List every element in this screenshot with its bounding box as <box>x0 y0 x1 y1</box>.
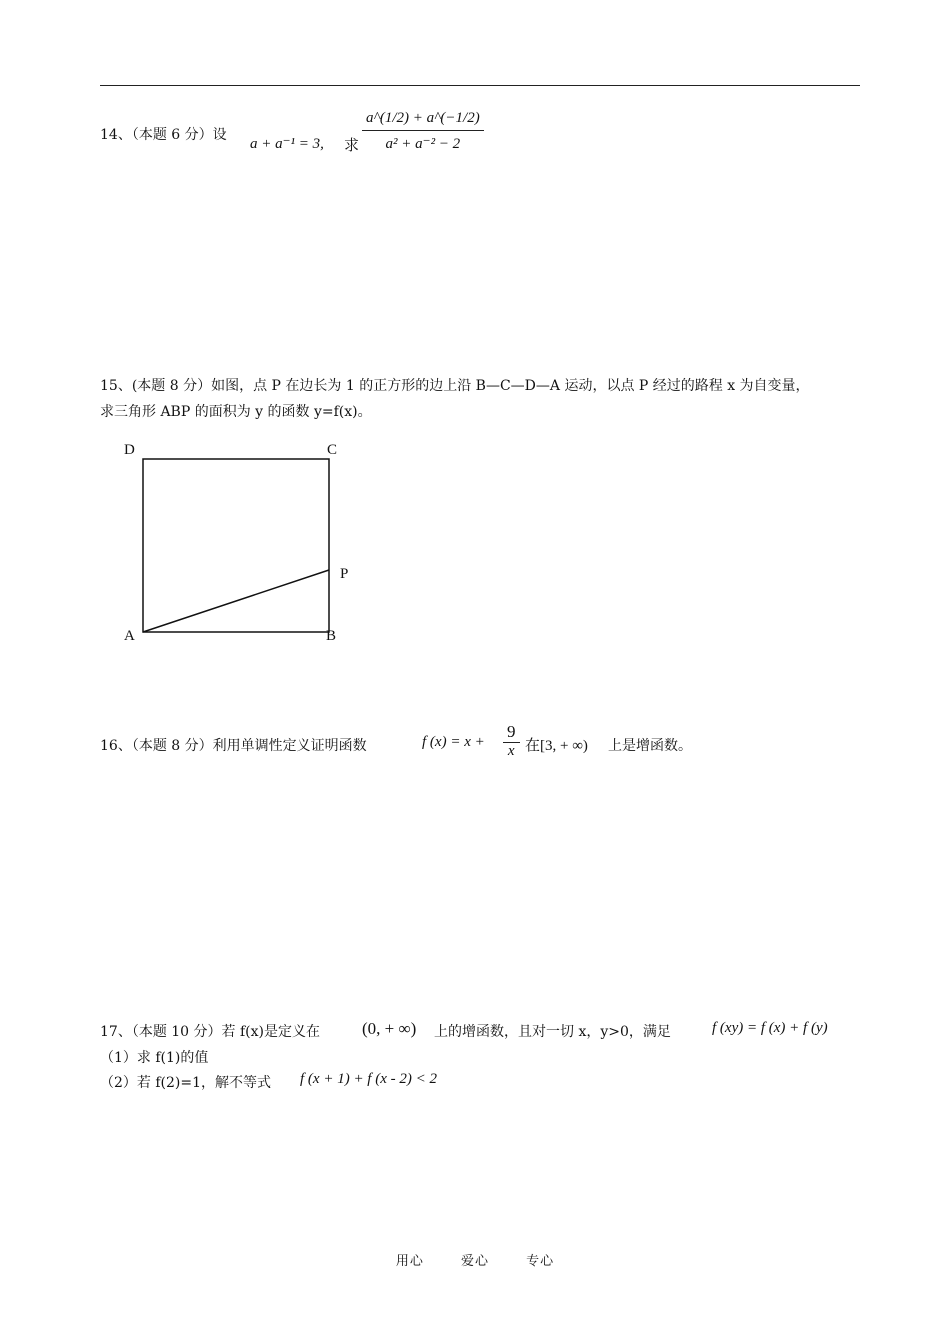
q15-line2: 求三角形 ABP 的面积为 y 的函数 y=f(x)。 <box>100 404 372 420</box>
q14-condition: a + a⁻¹ = 3, <box>250 136 324 152</box>
q16-frac-num: 9 <box>503 722 520 743</box>
label-p: P <box>340 566 349 582</box>
label-a: A <box>124 628 135 644</box>
footer-text-2: 爱心 <box>460 1254 489 1269</box>
label-b: B <box>326 628 337 644</box>
footer-text-1: 用心 <box>395 1254 424 1269</box>
q17-mid: 上的增函数，且对一切 x，y>0，满足 <box>434 1024 671 1040</box>
q16-frac-den: x <box>507 743 515 759</box>
q16-suffix: 上是增函数。 <box>608 738 692 754</box>
question-17 <box>100 1020 870 1100</box>
q17-prefix: 17、（本题 10 分）若 f(x)是定义在 <box>100 1024 320 1040</box>
label-c: C <box>327 442 338 458</box>
footer-text-3: 专心 <box>526 1254 555 1269</box>
q16-prefix: 16、（本题 8 分）利用单调性定义证明函数 <box>100 738 367 754</box>
label-d: D <box>124 442 135 458</box>
q15-line1: 15、(本题 8 分）如图，点 P 在边长为 1 的正方形的边上沿 B—C—D—A 运动，以点 P 经过的路程 x 为自变量， <box>100 378 810 394</box>
q17-domain: (0, + ∞) <box>362 1019 417 1038</box>
q16-interval: 在[3, + ∞) <box>525 738 588 754</box>
page-footer <box>0 1250 950 1269</box>
q14-ask: 求 <box>344 136 360 154</box>
q17-part1: （1）求 f(1)的值 <box>100 1050 209 1066</box>
q17-inequality: f (x + 1) + f (x - 2) < 2 <box>300 1071 437 1087</box>
segment-ap <box>143 570 329 632</box>
q14-numerator: a^(1/2) + a^(−1/2) <box>362 110 484 131</box>
q14-denominator: a² + a⁻² − 2 <box>385 136 461 152</box>
q17-equation: f (xy) = f (x) + f (y) <box>712 1020 828 1036</box>
square-abcd <box>143 459 329 632</box>
q14-prefix: 14、（本题 6 分）设 <box>100 127 227 143</box>
q17-part2-prefix: （2）若 f(2)=1，解不等式 <box>100 1075 272 1091</box>
question-16 <box>100 722 800 772</box>
q16-function: f (x) = x + <box>422 734 485 750</box>
q16-fraction <box>503 722 520 760</box>
